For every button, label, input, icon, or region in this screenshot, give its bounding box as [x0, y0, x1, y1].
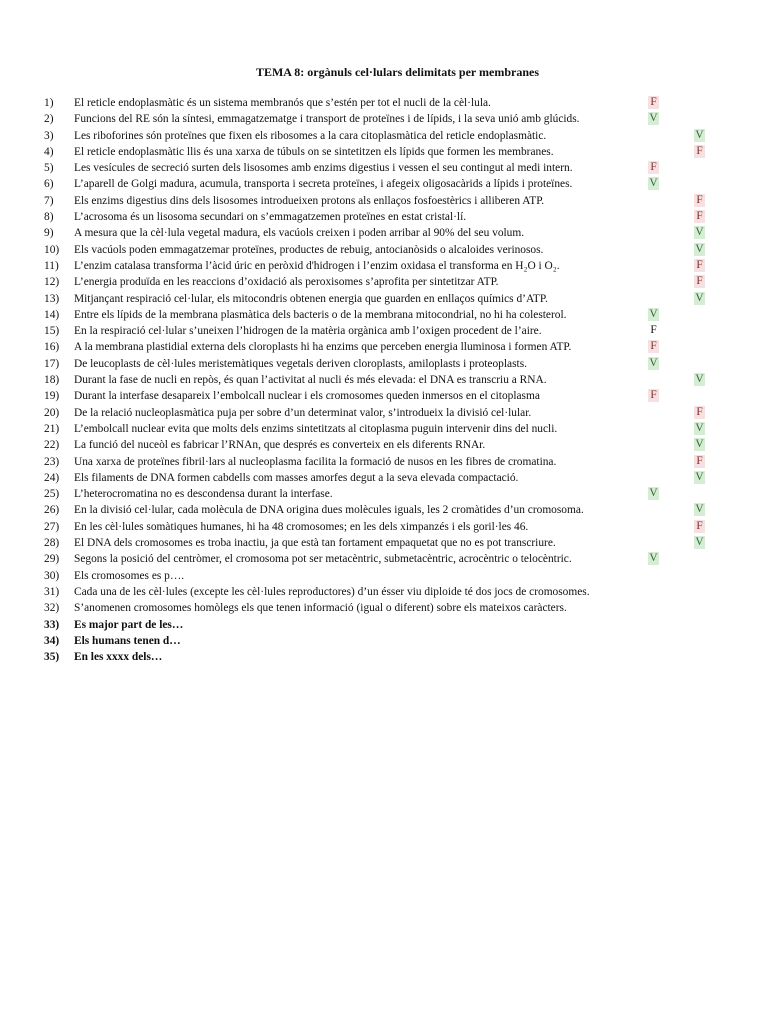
question-number: 5) — [44, 162, 54, 175]
question-row — [0, 617, 768, 633]
question-text: L’energia produïda en les reaccions d’oxidació als peroxisomes s’aprofita per sintetitzar ATP. — [74, 276, 499, 289]
question-text: S’anomenen cromosomes homòlegs els que tenen informació (igual o diferent) sobre els mateixos caràcters. — [74, 602, 567, 615]
answer-true-mark: V — [649, 552, 658, 565]
answer-false-mark: F — [648, 96, 659, 109]
answer-false-mark: F — [648, 340, 659, 353]
answer-false-mark: F — [694, 275, 705, 288]
question-row — [0, 600, 768, 616]
question-row — [0, 421, 768, 437]
question-number: 17) — [44, 357, 60, 370]
question-row — [0, 568, 768, 584]
answer-true-mark: V — [695, 470, 704, 483]
question-number: 7) — [44, 194, 54, 207]
question-number: 32) — [44, 602, 60, 615]
question-row — [0, 405, 768, 421]
question-row — [0, 128, 768, 144]
question-row — [0, 454, 768, 470]
question-text: De leucoplasts de cèl·lules meristemàtiques vegetals deriven cloroplasts, amiloplasts i proteoplasts. — [74, 357, 527, 370]
question-number: 19) — [44, 390, 60, 403]
answer-false-mark: F — [648, 161, 659, 174]
question-text: Entre els lípids de la membrana plasmàtica dels bacteris o de la membrana mitocondrial, no hi ha colesterol. — [74, 308, 567, 321]
answer-false-mark: F — [694, 210, 705, 223]
question-row — [0, 176, 768, 192]
question-text: La funció del nuceòl es fabricar l’RNAn, que després es converteix en els diferents RNAr. — [74, 439, 486, 452]
question-text: En la respiració cel·lular s’uneixen l’hidrogen de la matèria orgànica amb l’oxigen procedent de l’aire. — [74, 325, 542, 338]
question-text: Els enzims digestius dins dels lisosomes introdueixen protons als enllaços fosfoestèrics i alliberen ATP. — [74, 194, 545, 207]
question-text: Durant la interfase desapareix l’embolcall nuclear i els cromosomes queden inmersos en el citoplasma — [74, 390, 540, 403]
question-number: 23) — [44, 455, 60, 468]
answer-true-mark: V — [695, 242, 704, 255]
question-row — [0, 160, 768, 176]
answer-false-mark: F — [694, 194, 705, 207]
question-row — [0, 356, 768, 372]
question-number: 25) — [44, 488, 60, 501]
question-row — [0, 519, 768, 535]
question-text: Les riboforines són proteïnes que fixen els ribosomes a la cara citoplasmàtica del reticle endoplasmàtic. — [74, 129, 547, 142]
question-text: En la divisió cel·lular, cada molècula de DNA origina dues molècules iguals, les 2 cromàtides d’un cromosoma. — [74, 504, 584, 517]
question-row — [0, 470, 768, 486]
question-text: L’embolcall nuclear evita que molts dels enzims sintetitzats al citoplasma puguin intervenir dins del nucli. — [74, 422, 558, 435]
question-text: L’aparell de Golgi madura, acumula, transporta i secreta proteïnes, i afegeix oligosacàrids a lípids i proteïnes. — [74, 178, 573, 191]
question-row — [0, 388, 768, 404]
question-list — [0, 95, 768, 665]
answer-true-mark: V — [695, 536, 704, 549]
question-text: Els vacúols poden emmagatzemar proteïnes, productes de rebuig, antocianòsids o alcaloides verinosos. — [74, 243, 544, 256]
question-number: 27) — [44, 520, 60, 533]
question-row — [0, 225, 768, 241]
question-row — [0, 372, 768, 388]
question-text: El reticle endoplasmàtic llis és una xarxa de túbuls on se sintetitzen els lípids que formen les membranes. — [74, 145, 554, 158]
question-text: En les cèl·lules somàtiques humanes, hi ha 48 cromosomes; en les dels ximpanzés i els goril·les 46. — [74, 520, 529, 533]
question-row — [0, 307, 768, 323]
answer-true-mark: V — [649, 112, 658, 125]
question-text: A mesura que la cèl·lula vegetal madura, els vacúols creixen i poden arribar al 90% del seu volum. — [74, 227, 525, 240]
question-text: Funcions del RE són la síntesi, emmagatzematge i transport de proteïnes i de lípids, i la seva unió amb glúcids. — [74, 113, 580, 126]
answer-false-mark: F — [694, 520, 705, 533]
question-text: Les vesícules de secreció surten dels lisosomes amb enzims digestius i vessen el seu contingut al medi intern. — [74, 162, 573, 175]
question-text: Els humans tenen d… — [74, 634, 181, 647]
question-row — [0, 551, 768, 567]
answer-true-mark: V — [649, 307, 658, 320]
question-number: 35) — [44, 651, 60, 664]
question-text: El reticle endoplasmàtic és un sistema membranós que s’estén per tot el nucli de la cèl·lula. — [74, 97, 491, 109]
question-text: L’heterocromatina no es descondensa durant la interfase. — [74, 488, 333, 501]
question-row — [0, 633, 768, 649]
question-row — [0, 437, 768, 453]
question-number: 10) — [44, 243, 60, 256]
question-number: 11) — [44, 259, 59, 272]
question-number: 2) — [44, 113, 54, 126]
question-row — [0, 274, 768, 290]
question-text: L’enzim catalasa transforma l’àcid úric en peròxid d'hidrogen i l’enzim oxidasa el transforma en H₂O i O₂. — [74, 259, 560, 272]
answer-true-mark: V — [695, 421, 704, 434]
question-number: 8) — [44, 211, 54, 224]
question-number: 22) — [44, 439, 60, 452]
question-number: 6) — [44, 178, 54, 191]
answer-true-mark: V — [695, 438, 704, 451]
question-text: Mitjançant respiració cel·lular, els mitocondris obtenen energia que guarden en enllaços químics d’ATP. — [74, 292, 548, 305]
question-row — [0, 242, 768, 258]
question-text: Es major part de les… — [74, 618, 184, 631]
question-text: Cada una de les cèl·lules (excepte les cèl·lules reproductores) d’un ésser viu diploide té dos jocs de cromosomes. — [74, 585, 590, 598]
question-text: Durant la fase de nucli en repòs, és quan l’activitat al nucli és més elevada: el DNA es transcriu a RNA. — [74, 374, 547, 387]
question-row — [0, 339, 768, 355]
question-number: 30) — [44, 569, 60, 582]
question-row — [0, 323, 768, 339]
question-text: A la membrana plastidial externa dels cloroplasts hi ha enzims que perceben energia lluminosa i formen ATP. — [74, 341, 572, 354]
question-text: En les xxxx dels… — [74, 651, 163, 664]
question-number: 15) — [44, 325, 60, 338]
answer-true-mark: V — [695, 373, 704, 386]
question-number: 14) — [44, 308, 60, 321]
question-number: 12) — [44, 276, 60, 289]
answer-false-mark: F — [650, 324, 657, 337]
answer-false-mark: F — [648, 389, 659, 402]
page-title: TEMA 8: orgànuls cel·lulars delimitats per membranes — [255, 65, 540, 79]
answer-true-mark: V — [695, 503, 704, 516]
question-row — [0, 584, 768, 600]
question-row — [0, 111, 768, 127]
question-number: 20) — [44, 406, 60, 419]
question-number: 24) — [44, 471, 60, 484]
question-number: 18) — [44, 374, 60, 387]
answer-true-mark: V — [649, 487, 658, 500]
question-row — [0, 502, 768, 518]
question-number: 4) — [44, 145, 54, 158]
question-number: 29) — [44, 553, 60, 566]
question-number: 9) — [44, 227, 54, 240]
answer-true-mark: V — [649, 356, 658, 369]
answer-true-mark: V — [695, 291, 704, 304]
question-number: 1) — [44, 97, 54, 109]
question-row — [0, 95, 768, 111]
answer-false-mark: F — [694, 455, 705, 468]
question-number: 34) — [44, 634, 60, 647]
question-row — [0, 291, 768, 307]
question-text: Els cromosomes es p…. — [74, 569, 185, 582]
answer-false-mark: F — [694, 406, 705, 419]
question-number: 31) — [44, 585, 60, 598]
question-row — [0, 258, 768, 274]
question-number: 26) — [44, 504, 60, 517]
answer-true-mark: V — [695, 226, 704, 239]
question-text: Una xarxa de proteïnes fibril·lars al nucleoplasma facilita la formació de nusos en les fibres de cromatina. — [74, 455, 557, 468]
answer-true-mark: V — [695, 128, 704, 141]
question-number: 33) — [44, 618, 60, 631]
question-row — [0, 535, 768, 551]
question-row — [0, 486, 768, 502]
question-row — [0, 193, 768, 209]
question-number: 16) — [44, 341, 60, 354]
answer-false-mark: F — [694, 145, 705, 158]
question-row — [0, 209, 768, 225]
question-text: Segons la posició del centròmer, el cromosoma pot ser metacèntric, submetacèntric, acrocèntric o telocèntric. — [74, 553, 572, 566]
question-number: 21) — [44, 422, 60, 435]
question-text: De la relació nucleoplasmàtica puja per sobre d’un determinat valor, s’introdueix la divisió cel·lular. — [74, 406, 532, 419]
question-text: Els filaments de DNA formen cabdells com masses amorfes degut a la seva elevada compactació. — [74, 471, 519, 484]
question-number: 3) — [44, 129, 54, 142]
question-row — [0, 649, 768, 665]
question-text: El DNA dels cromosomes es troba inactiu, ja que està tan fortament empaquetat que no es pot transcriure. — [74, 537, 556, 550]
answer-true-mark: V — [649, 177, 658, 190]
question-text: L’acrosoma és un lisosoma secundari on s’emmagatzemen proteïnes en estat cristal·lí. — [74, 211, 467, 224]
question-number: 28) — [44, 537, 60, 550]
answer-false-mark: F — [694, 259, 705, 272]
question-row — [0, 144, 768, 160]
question-number: 13) — [44, 292, 60, 305]
